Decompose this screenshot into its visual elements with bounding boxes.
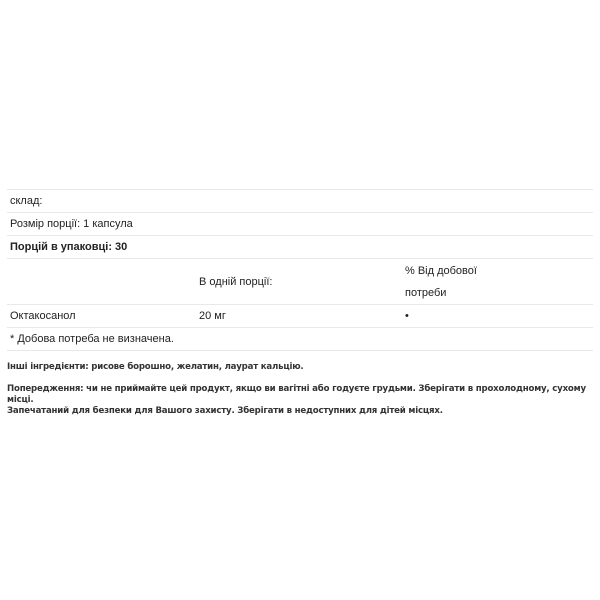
warning-line-1: Попередження: чи не приймайте цей продукт, якщо ви вагітні або годуєте грудьми. Зберігати в прохолодному, сухому місці. (7, 384, 586, 405)
footnote-row (7, 328, 593, 351)
header-daily-value-line2: потреби (405, 286, 447, 299)
composition-row (7, 190, 593, 213)
ingredient-amount: 20 мг (196, 305, 402, 328)
additional-info (7, 362, 597, 428)
composition-label: склад: (7, 190, 593, 213)
warning-line-2: Запечатаний для безпеки для Вашого захисту. Зберігати в недоступних для дітей місцях. (7, 406, 443, 416)
servings-per-container: Порцій в упаковці: 30 (7, 236, 593, 259)
other-ingredients: Інші інгредієнти: рисове борошно, желатин, лаурат кальцію. (7, 362, 304, 372)
ingredient-name: Октакосанол (7, 305, 196, 328)
table-row (7, 305, 593, 328)
servings-per-container-row (7, 236, 593, 259)
daily-value-footnote: * Добова потреба не визначена. (7, 328, 593, 351)
header-per-serving: В одній порції: (196, 259, 402, 305)
header-daily-value-line1: % Від добової (405, 264, 477, 277)
warning-text (7, 384, 597, 417)
header-daily-value (402, 259, 593, 305)
header-name (7, 259, 196, 305)
serving-size: Розмір порції: 1 капсула (7, 213, 593, 236)
supplement-facts-table (7, 189, 593, 351)
ingredient-daily-value: • (402, 305, 593, 328)
serving-size-row (7, 213, 593, 236)
table-header-row (7, 259, 593, 305)
